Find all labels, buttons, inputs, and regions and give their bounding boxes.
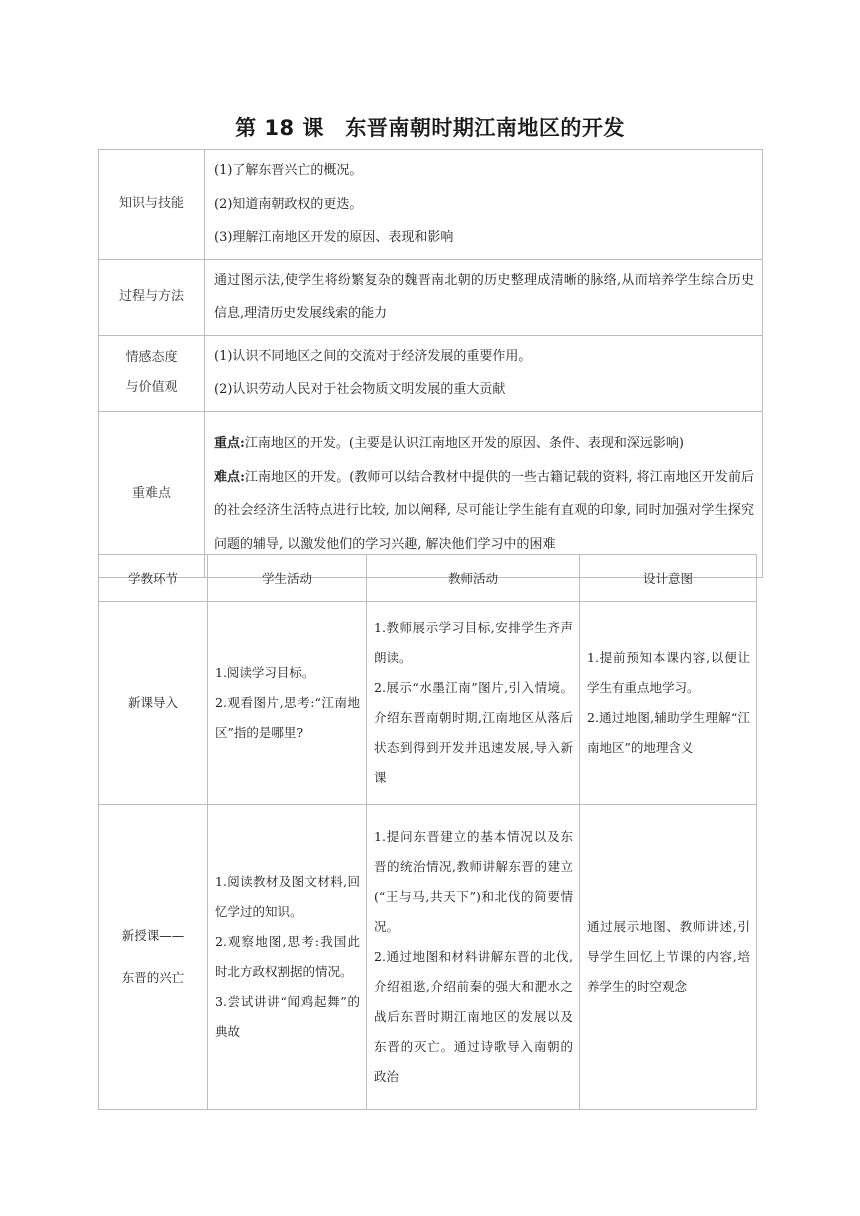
key-text: 江南地区的开发。(主要是认识江南地区开发的原因、条件、表现和深远影响): [244, 436, 684, 451]
label-line: 情感态度: [125, 350, 178, 365]
stage-line: 新课导入: [127, 695, 178, 710]
row-content: [205, 335, 763, 411]
stage-line: 东晋的兴亡: [121, 970, 185, 985]
row-label: [99, 335, 205, 411]
key-label: 重点:: [214, 436, 245, 451]
row-content: [205, 150, 763, 260]
objective-row-knowledge: [99, 150, 763, 260]
content-line: (2)认识劳动人民对于社会物质文明发展的重大贡献: [214, 382, 506, 397]
activity-line: 1.阅读学习目标。: [215, 665, 315, 680]
teacher-activity: [367, 805, 580, 1110]
activity-line: 2.观察地图,思考:我国此时北方政权割据的情况。: [215, 934, 360, 979]
content-line: (1)认识不同地区之间的交流对于经济发展的重要作用。: [214, 348, 532, 364]
header-cell: 学生活动: [208, 555, 367, 602]
header-cell: 学教环节: [99, 555, 208, 602]
activity-line: 3.尝试讲讲“闻鸡起舞”的典故: [215, 994, 360, 1039]
stage-cell: [99, 602, 208, 805]
difficult-point: [214, 461, 754, 562]
design-intent: [580, 805, 757, 1110]
activity-line: 2.通过地图和材料讲解东晋的北伐,介绍祖逖,介绍前秦的强大和淝水之战后东晋时期江南地区的发展以及东晋的灭亡。通过诗歌导入南朝的政治: [374, 949, 573, 1084]
stage-line: 新授课——: [121, 928, 185, 943]
row-label: 过程与方法: [99, 259, 205, 335]
content-line: (3)理解江南地区开发的原因、表现和影响: [214, 230, 454, 245]
row-content: 通过图示法,使学生将纷繁复杂的魏晋南北朝的历史整理成清晰的脉络,从而培养学生综合历史信息,理清历史发展线索的能力: [205, 259, 763, 335]
intent-line: 通过展示地图、教师讲述,引导学生回忆上节课的内容,培养学生的时空观念: [587, 919, 750, 994]
header-cell: 教师活动: [367, 555, 580, 602]
activity-line: 1.阅读教材及图文材料,回忆学过的知识。: [215, 874, 360, 919]
process-table: [98, 554, 757, 1110]
stage-cell: [99, 805, 208, 1110]
row-content: [205, 411, 763, 577]
activity-line: 1.教师展示学习目标,安排学生齐声朗读。: [374, 620, 573, 665]
activity-line: 1.提问东晋建立的基本情况以及东晋的统治情况,教师讲解东晋的建立(“王与马,共天下”)和北伐的简要情况。: [374, 829, 573, 934]
page-title: 第 18 课 东晋南朝时期江南地区的开发: [235, 116, 625, 140]
key-point: [214, 427, 754, 461]
objective-row-attitude: [99, 335, 763, 411]
teacher-activity: [367, 602, 580, 805]
intent-line: 2.通过地图,辅助学生理解“江南地区”的地理含义: [587, 710, 750, 755]
difficult-text: 江南地区的开发。(教师可以结合教材中提供的一些古籍记载的资料, 将江南地区开发前后的社会经济生活特点进行比较, 加以阐释, 尽可能让学生能有直观的印象, 同时加强对学生探究问题的辅导, 以激发他们的学习兴趣, 解决他们学习中的困难: [214, 469, 754, 552]
row-label: 知识与技能: [99, 150, 205, 260]
content-line: (1)了解东晋兴亡的概况。: [214, 163, 363, 178]
objectives-table: [98, 149, 763, 578]
intent-line: 1.提前预知本课内容,以便让学生有重点地学习。: [587, 650, 750, 695]
difficult-label: 难点:: [214, 469, 245, 485]
student-activity: [208, 602, 367, 805]
content-line: (2)知道南朝政权的更迭。: [214, 196, 363, 212]
header-row: [99, 555, 757, 602]
process-row-intro: [99, 602, 757, 805]
process-row-eastern-jin: [99, 805, 757, 1110]
label-line: 与价值观: [125, 380, 178, 395]
row-label: 重难点: [99, 411, 205, 577]
objective-row-keypoints: [99, 411, 763, 577]
student-activity: [208, 805, 367, 1110]
design-intent: [580, 602, 757, 805]
objective-row-method: [99, 259, 763, 335]
header-cell: 设计意图: [580, 555, 757, 602]
activity-line: 2.展示“水墨江南”图片,引入情境。介绍东晋南朝时期,江南地区从落后状态到得到开发并迅速发展,导入新课: [374, 680, 573, 785]
activity-line: 2.观看图片,思考:“江南地区”指的是哪里?: [215, 695, 360, 740]
